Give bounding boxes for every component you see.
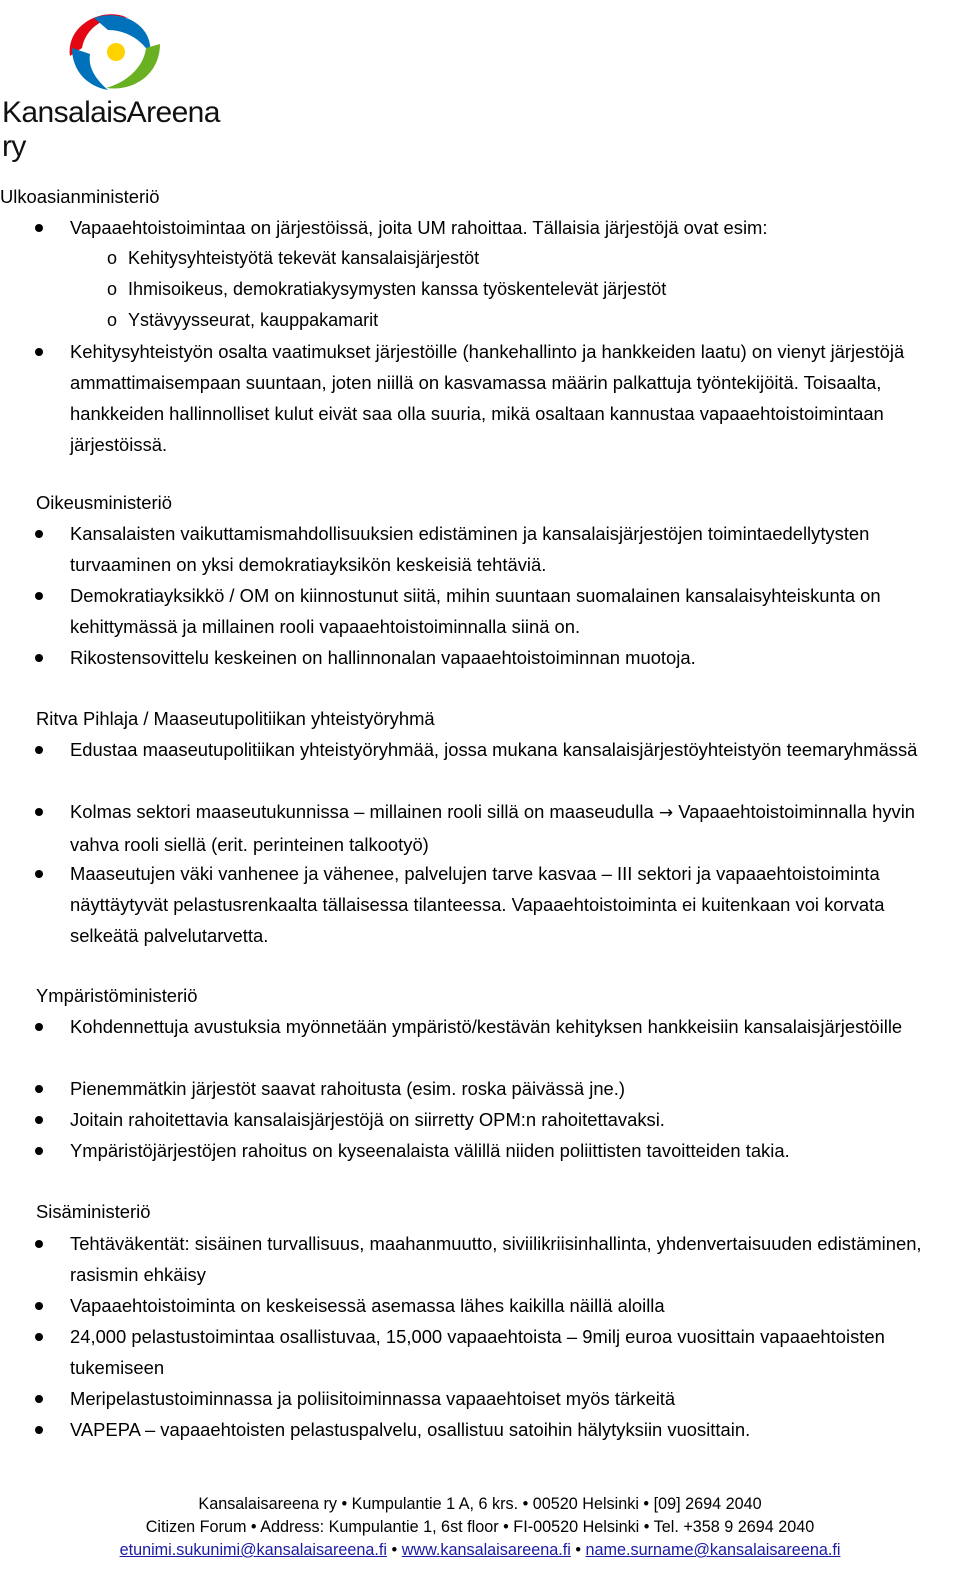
list-item-text: VAPEPA – vapaaehtoisten pelastuspalvelu, osallistuu satoihin hälytyksiin vuosittain. xyxy=(70,1419,751,1440)
section-heading: Ympäristöministeriö xyxy=(36,985,198,1006)
bullet-icon xyxy=(35,1395,43,1403)
list-item-text: Edustaa maaseutupolitiikan yhteistyöryhmää, jossa mukana kansalaisjärjestöyhteistyön teemaryhmässä xyxy=(70,739,918,760)
sub-list-item: o Kehitysyhteistyötä tekevät kansalaisjärjestöt xyxy=(107,248,480,268)
list-item-text: Meripelastustoiminnassa ja poliisitoiminnassa vapaaehtoiset myös tärkeitä xyxy=(70,1388,676,1409)
bullet-icon xyxy=(35,1085,43,1093)
bullet-icon xyxy=(35,1147,43,1155)
section-heading: Sisäministeriö xyxy=(36,1201,151,1222)
bullet-icon xyxy=(35,808,43,816)
bullet-icon xyxy=(35,1023,43,1031)
list-item-text: Ympäristöjärjestöjen rahoitus on kyseenalaista välillä niiden poliittisten tavoitteiden takia. xyxy=(70,1140,790,1161)
section-heading: Ulkoasianministeriö xyxy=(0,186,160,207)
bullet-icon xyxy=(35,654,43,662)
list-item-text: Vapaaehtoistoiminta on keskeisessä asemassa lähes kaikilla näillä aloilla xyxy=(70,1295,665,1316)
arrow-right-icon: → xyxy=(658,803,674,823)
list-item-text: Vapaaehtoistoimintaa on järjestöissä, joita UM rahoittaa. Tällaisia järjestöjä ovat esim: xyxy=(70,217,768,238)
bullet-icon xyxy=(35,1240,43,1248)
list-item-text: Kansalaisten vaikuttamismahdollisuuksien edistäminen ja kansalaisjärjestöjen toimintaedellytysten turvaaminen on yksi demokratiayksikön keskeisiä tehtäviä. xyxy=(70,523,870,575)
sub-list-item: o Ihmisoikeus, demokratiakysymysten kanssa työskentelevät järjestöt xyxy=(107,279,667,299)
bullet-icon xyxy=(35,1333,43,1341)
bullet-icon xyxy=(35,870,43,878)
section-heading: Ritva Pihlaja / Maaseutupolitiikan yhteistyöryhmä xyxy=(36,708,435,729)
list-item-text: Kehitysyhteistyön osalta vaatimukset järjestöille (hankehallinto ja hankkeiden laatu) on vienyt järjestöjä ammattimaisempaan suuntaan, joten niillä on kasvamassa määrin palkattuja työntekijöitä. Toisaalta, hankkeiden hallinnolliset kulut eivät saa olla suuria, mikä osaltaan kannustaa vapaaehtoistoimintaan järjestöissä. xyxy=(70,341,905,455)
logo xyxy=(0,0,240,163)
bullet-icon xyxy=(35,592,43,600)
bullet-icon xyxy=(35,1116,43,1124)
list-item-text: Kolmas sektori maaseutukunnissa – millainen rooli sillä on maaseudulla → Vapaaehtoistoiminnalla hyvin vahva rooli siellä (erit. perinteinen talkootyö) xyxy=(70,796,958,860)
list-item-text: Tehtäväkentät: sisäinen turvallisuus, maahanmuutto, siviilikriisinhallinta, yhdenvertaisuuden edistäminen, rasismin ehkäisy xyxy=(70,1233,922,1285)
email-fi-link[interactable]: etunimi.sukunimi@kansalaisareena.fi xyxy=(119,1541,388,1559)
logo-mark-icon xyxy=(64,4,164,94)
list-item-text: Joitain rahoitettavia kansalaisjärjestöjä on siirretty OPM:n rahoitettavaksi. xyxy=(70,1109,665,1130)
footer-address-fi: Kansalaisareena ry • Kumpulantie 1 A, 6 krs. • 00520 Helsinki • [09] 2694 2040 xyxy=(198,1495,762,1513)
brand-name: KansalaisAreena ry xyxy=(2,96,220,163)
footer-links: etunimi.sukunimi@kansalaisareena.fi • www.kansalaisareena.fi • name.surname@kansalaisareena.fi xyxy=(119,1541,841,1559)
list-item-text: Rikostensovittelu keskeinen on hallinnonalan vapaaehtoistoiminnan muotoja. xyxy=(70,647,696,668)
list-item-text: Maaseutujen väki vanhenee ja vähenee, palvelujen tarve kasvaa – III sektori ja vapaaehtoistoiminta näyttäytyvät pelastusrenkaalta tällaisessa tilanteessa. Vapaaehtoistoiminta ei kuitenkaan voi korvata selkeätä palvelutarvetta. xyxy=(70,863,885,946)
bullet-icon xyxy=(35,1302,43,1310)
list-item-text: 24,000 pelastustoimintaa osallistuvaa, 15,000 vapaaehtoista – 9milj euroa vuosittain vapaaehtoisten tukemiseen xyxy=(70,1326,885,1378)
list-item-text: Demokratiayksikkö / OM on kiinnostunut siitä, mihin suuntaan suomalainen kansalaisyhteiskunta on kehittymässä ja millainen rooli vapaaehtoistoiminnalla siinä on. xyxy=(70,585,881,637)
footer-address-en: Citizen Forum • Address: Kumpulantie 1, 6st floor • FI-00520 Helsinki • Tel. +358 9 2694 2040 xyxy=(145,1518,815,1536)
bullet-icon xyxy=(35,224,43,232)
website-link[interactable]: www.kansalaisareena.fi xyxy=(401,1541,571,1559)
bullet-icon xyxy=(35,348,43,356)
list-item-text: Pienemmätkin järjestöt saavat rahoitusta (esim. roska päivässä jne.) xyxy=(70,1078,626,1099)
bullet-icon xyxy=(35,746,43,754)
list-item-text: Kohdennettuja avustuksia myönnetään ympäristö/kestävän kehityksen hankkeisiin kansalaisjärjestöille xyxy=(70,1016,903,1037)
bullet-icon xyxy=(35,530,43,538)
section-heading: Oikeusministeriö xyxy=(36,492,172,513)
bullet-icon xyxy=(35,1426,43,1434)
sub-list-item: o Ystävyysseurat, kauppakamarit xyxy=(107,310,379,330)
footer xyxy=(0,1493,960,1562)
email-en-link[interactable]: name.surname@kansalaisareena.fi xyxy=(585,1541,841,1559)
